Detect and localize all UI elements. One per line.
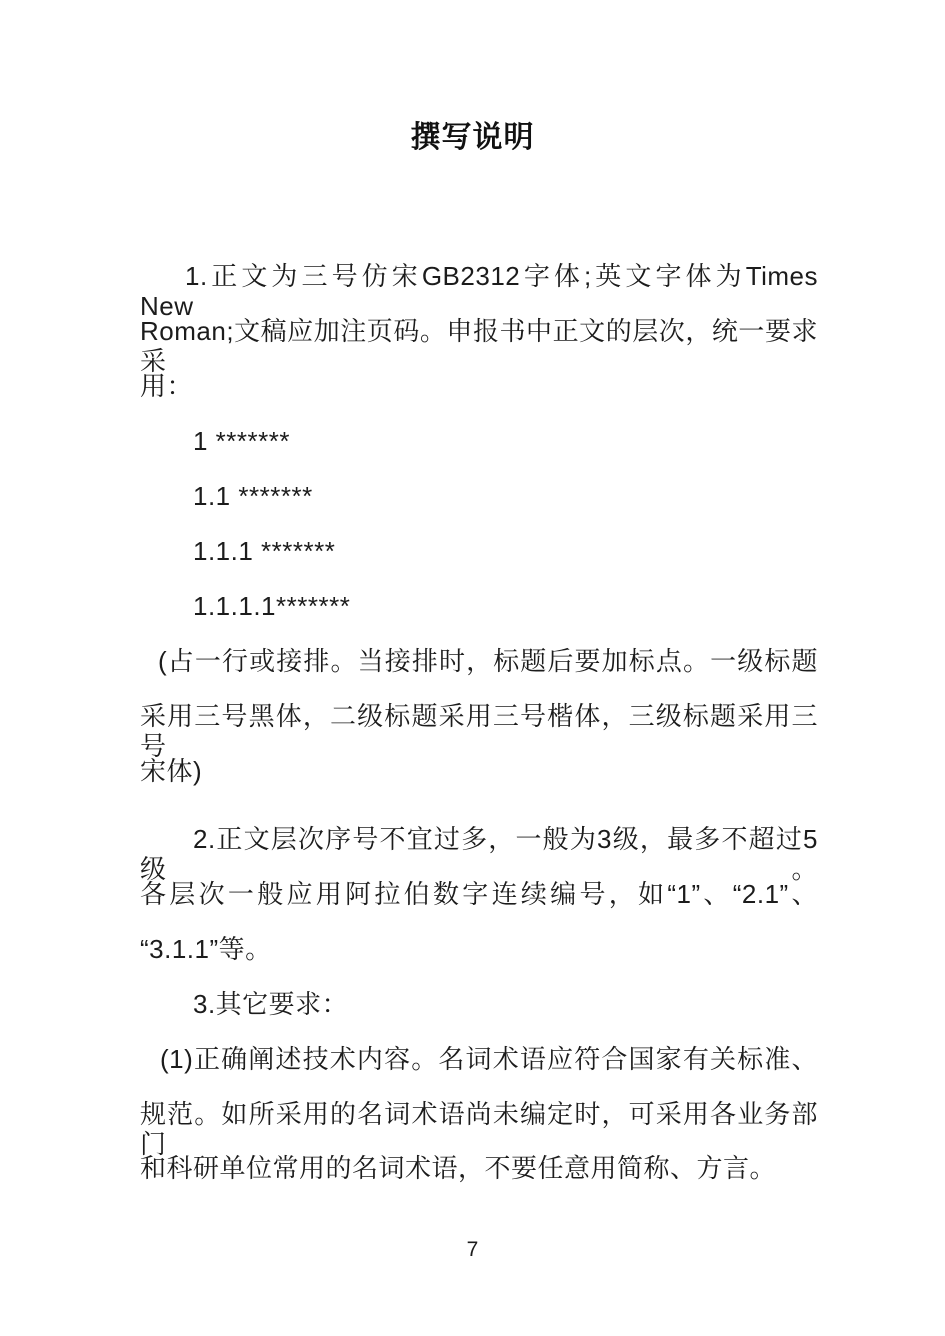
body-line: 1.1 ******* xyxy=(193,481,313,511)
body-line: (1)正确阐述技术内容。名词术语应符合国家有关标准、 xyxy=(160,1044,818,1074)
body-line: 规范。如所采用的名词术语尚未编定时，可采用各业务部门 xyxy=(140,1099,818,1159)
body-line: 1.1.1.1******* xyxy=(193,591,351,621)
body-line: (占一行或接排。当接排时，标题后要加标点。一级标题 xyxy=(158,646,818,676)
body-line: 各层次一般应用阿拉伯数字连续编号，如“1”、“2.1”、 xyxy=(140,879,818,909)
body-line: 3.其它要求： xyxy=(193,989,349,1019)
body-line: 1 ******* xyxy=(193,426,291,456)
body-line: 宋体) xyxy=(140,756,203,786)
body-line: Roman;文稿应加注页码。申报书中正文的层次，统一要求采 xyxy=(140,316,818,376)
body-line: 1.1.1 ******* xyxy=(193,536,336,566)
body-line: “3.1.1”等。 xyxy=(140,934,272,964)
body-line: 2.正文层次序号不宜过多，一般为3级，最多不超过5级。 xyxy=(140,824,818,884)
body-line: 采用三号黑体，二级标题采用三号楷体，三级标题采用三号 xyxy=(140,701,818,761)
page-title: 撰写说明 xyxy=(410,121,535,154)
body-line: 1.正文为三号仿宋GB2312字体;英文字体为Times New xyxy=(140,261,818,321)
body-line: 用： xyxy=(140,371,194,401)
page-number: 7 xyxy=(466,1238,479,1261)
body-line: 和科研单位常用的名词术语，不要任意用简称、方言。 xyxy=(140,1153,777,1183)
